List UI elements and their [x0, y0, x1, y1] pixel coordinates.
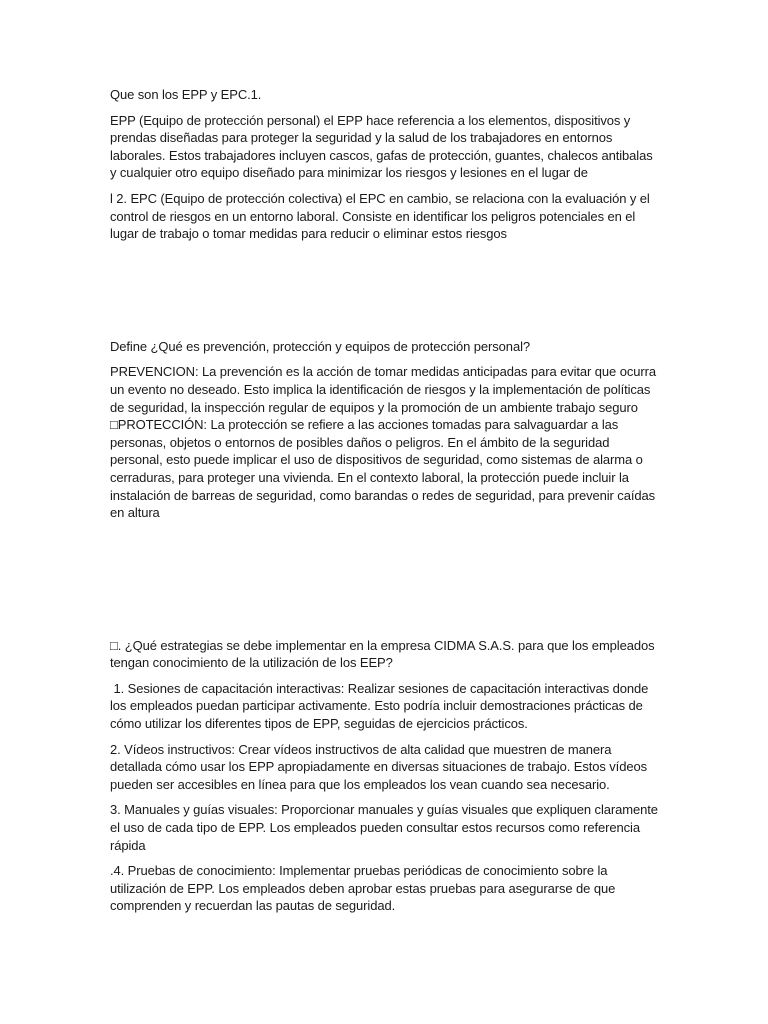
epp-paragraph: EPP (Equipo de protección personal) el EPP hace referencia a los elementos, dispositivos y prendas diseñadas para proteger la seguridad y la salud de los trabajadores en entornos laborales. Estos trabajadores incluyen cascos, gafas de protección, guantes, chalecos antibalas y cualquier otro equipo diseñado para minimizar los riesgos y lesiones en el lugar de [110, 112, 657, 181]
section-1-title: Que son los EPP y EPC.1. [110, 87, 262, 102]
document-page [110, 86, 660, 923]
strategy-item: 1. Sesiones de capacitación interactivas: Realizar sesiones de capacitación interactivas donde los empleados puedan participar activamente. Esto podría incluir demostraciones prácticas de cómo utilizar los diferentes tipos de EPP, seguidas de ejercicios prácticos. [110, 680, 652, 732]
epc-paragraph: l 2. EPC (Equipo de protección colectiva) el EPC en cambio, se relaciona con la evaluación y el control de riesgos en un entorno laboral. Consiste en identificar los peligros potenciales en el lugar de trabajo o tomar medidas para reducir o eliminar estos riesgos [110, 190, 654, 242]
blank-space [110, 530, 660, 637]
strategy-item: 3. Manuales y guías visuales: Proporcionar manuales y guías visuales que expliquen claramente el uso de cada tipo de EPP. Los empleados pueden consultar estos recursos como referencia rápida [110, 802, 662, 853]
strategy-item: .4. Pruebas de conocimiento: Implementar pruebas periódicas de conocimiento sobre la utilización de EPP. Los empleados deben aprobar estas pruebas para asegurarse de que comprenden y recuerdan las pautas de seguridad. [110, 863, 619, 914]
strategy-item: 2. Vídeos instructivos: Crear vídeos instructivos de alta calidad que muestren de manera detallada cómo usar los EPP apropiadamente en diversas situaciones de trabajo. Estos vídeos pueden ser accesibles en línea para que los empleados los vean cuando sea necesario. [110, 741, 651, 792]
section-2-question: Define ¿Qué es prevención, protección y equipos de protección personal? [110, 338, 530, 354]
section-3-question: □. ¿Qué estrategias se debe implementar en la empresa CIDMA S.A.S. para que los empleados tengan conocimiento de la utilización de los EEP? [110, 637, 659, 671]
blank-space [110, 251, 660, 338]
prevention-protection-paragraph: PREVENCION: La prevención es la acción de tomar medidas anticipadas para evitar que ocurra un evento no deseado. Esto implica la identificación de riesgos y la implementación de políticas de seguridad, la inspección regular de equipos y la promoción de un ambiente trabajo seguro □PROTECCIÓN: La protección se refiere a las acciones tomadas para salvaguardar a las personas, objetos o entornos de posibles daños o peligros. En el ámbito de la seguridad personal, esto puede implicar el uso de dispositivos de seguridad, como sistemas de alarma o cerraduras, para proteger una vivienda. En el contexto laboral, la protección puede incluir la instalación de barreas de seguridad, como barandas o redes de seguridad, para prevenir caídas en altura [110, 364, 660, 521]
